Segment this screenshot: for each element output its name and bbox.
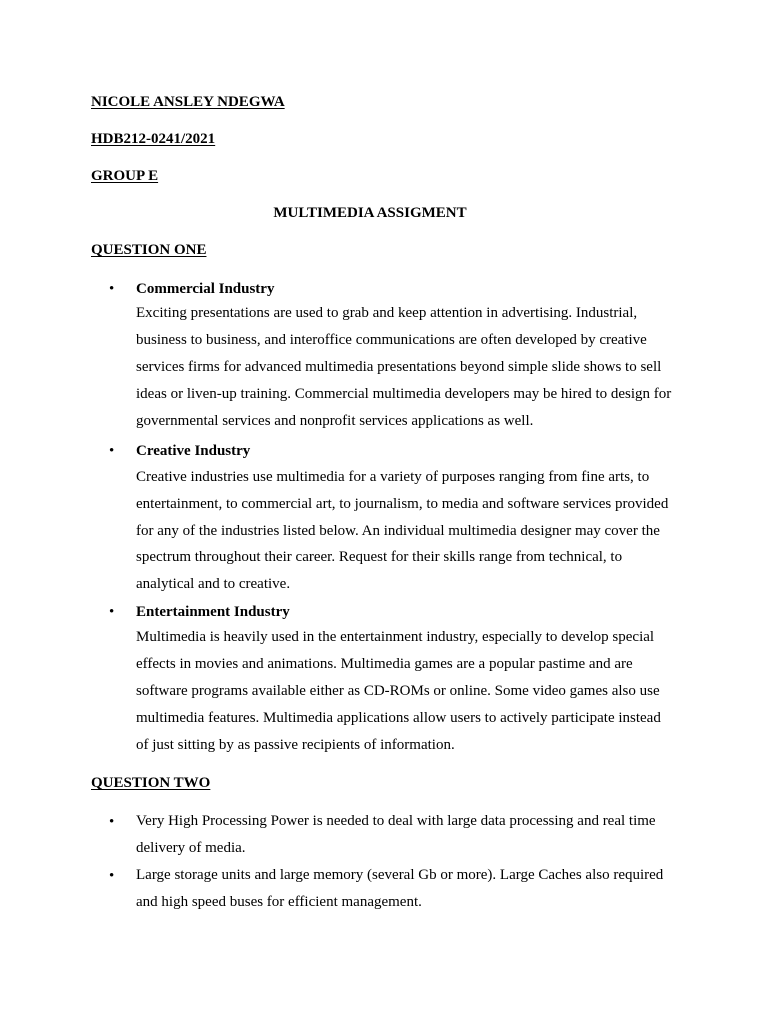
list-item-storage-memory	[91, 862, 691, 918]
item-line: and high speed buses for efficient management.	[136, 894, 422, 910]
item-line: software programs available either as CD-ROMs or online. Some video games also use	[136, 683, 660, 699]
question-two-heading: QUESTION TWO	[91, 775, 211, 791]
question-one-heading: QUESTION ONE	[91, 242, 207, 258]
item-line: delivery of media.	[136, 840, 246, 856]
document-title	[0, 204, 740, 222]
bullet-icon: •	[109, 868, 115, 884]
registration-number: HDB212-0241/2021	[91, 131, 216, 147]
item-line: of just sitting by as passive recipients of information.	[136, 737, 455, 753]
item-line: ideas or liven-up training. Commercial multimedia developers may be hired to design for	[136, 386, 672, 402]
item-line: governmental services and nonprofit services applications as well.	[136, 413, 534, 429]
list-item-commercial-industry	[91, 280, 691, 440]
item-line: for any of the industries listed below. An individual multimedia designer may cover the	[136, 523, 660, 539]
bullet-icon: •	[109, 604, 115, 620]
item-line: Very High Processing Power is needed to deal with large data processing and real time	[136, 813, 656, 829]
item-line: services firms for advanced multimedia presentations beyond simple slide shows to sell	[136, 359, 662, 375]
item-title: Creative Industry	[136, 443, 251, 459]
list-item-processing-power	[91, 808, 691, 864]
bullet-icon: •	[109, 443, 115, 459]
item-line: Large storage units and large memory (several Gb or more). Large Caches also required	[136, 867, 664, 883]
item-line: Exciting presentations are used to grab and keep attention in advertising. Industrial,	[136, 305, 638, 321]
list-item-creative-industry	[91, 442, 691, 602]
bullet-icon: •	[109, 281, 115, 297]
item-line: spectrum throughout their career. Request for their skills range from technical, to	[136, 549, 623, 565]
list-item-entertainment-industry	[91, 603, 691, 763]
item-line: analytical and to creative.	[136, 576, 291, 592]
item-line: effects in movies and animations. Multimedia games are a popular pastime and are	[136, 656, 633, 672]
document-title-text: MULTIMEDIA ASSIGMENT	[273, 205, 467, 221]
item-line: multimedia features. Multimedia applications allow users to actively participate instead	[136, 710, 661, 726]
bullet-icon: •	[109, 814, 115, 830]
item-title: Commercial Industry	[136, 281, 275, 297]
item-line: business to business, and interoffice communications are often developed by creative	[136, 332, 647, 348]
item-line: Creative industries use multimedia for a variety of purposes ranging from fine arts, to	[136, 469, 650, 485]
item-line: entertainment, to commercial art, to journalism, to media and software services provided	[136, 496, 669, 512]
item-title: Entertainment Industry	[136, 604, 290, 620]
item-line: Multimedia is heavily used in the entertainment industry, especially to develop special	[136, 629, 655, 645]
author-name: NICOLE ANSLEY NDEGWA	[91, 94, 285, 110]
group-label: GROUP E	[91, 168, 159, 184]
